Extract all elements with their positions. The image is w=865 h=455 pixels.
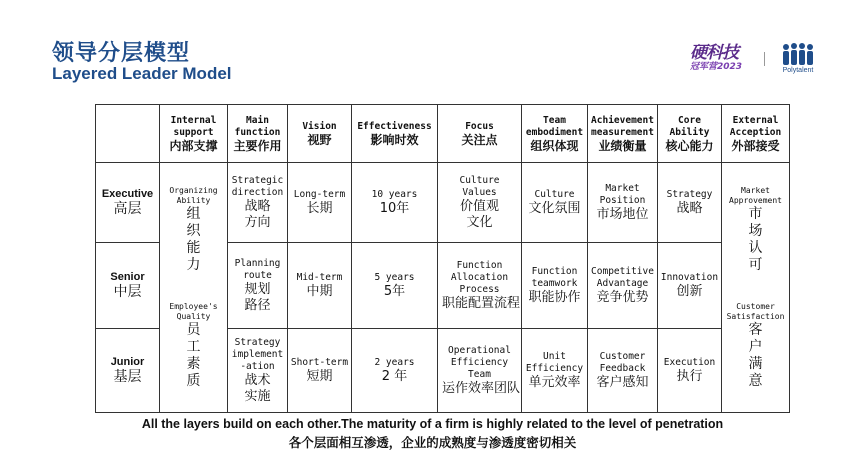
header-focus: Focus 关注点 bbox=[438, 105, 522, 163]
customer-satisfaction: Customer Satisfaction 客户满意 bbox=[726, 301, 785, 389]
cell-focus: Culture Values 价值观文化 bbox=[438, 163, 522, 243]
header-vision: Vision 视野 bbox=[288, 105, 352, 163]
row-label-executive: Executive 高层 bbox=[96, 163, 160, 243]
header-main-function: Main function 主要作用 bbox=[228, 105, 288, 163]
external-acception-cell bbox=[722, 163, 790, 413]
brand-logo bbox=[776, 42, 820, 80]
brand-name: Polytalent bbox=[782, 67, 814, 74]
event-logo-line2: 冠军营2023 bbox=[690, 62, 743, 72]
hard-tech-logo bbox=[690, 44, 752, 78]
cell-vision: Mid-term 中期 bbox=[288, 243, 352, 329]
cell-main-function: Strategy implement -ation 战术实施 bbox=[228, 329, 288, 413]
cell-vision: Long-term 长期 bbox=[288, 163, 352, 243]
cell-achievement: Customer Feedback 客户感知 bbox=[588, 329, 658, 413]
cell-core-ability: Innovation 创新 bbox=[658, 243, 722, 329]
row-label-senior: Senior 中层 bbox=[96, 243, 160, 329]
cell-team: Unit Efficiency 单元效率 bbox=[522, 329, 588, 413]
cell-effectiveness: 2 years 2 年 bbox=[352, 329, 438, 413]
people-group-icon bbox=[780, 42, 816, 66]
header-row bbox=[96, 105, 790, 163]
header-corner bbox=[96, 105, 160, 163]
internal-support-cell bbox=[160, 163, 228, 413]
logo-divider bbox=[764, 52, 765, 66]
cell-effectiveness: 5 years 5年 bbox=[352, 243, 438, 329]
footer-note-cn: 各个层面相互渗透，企业的成熟度与渗透度密切相关 bbox=[288, 435, 577, 450]
market-approvement: Market Approvement 市场认可 bbox=[729, 185, 782, 273]
header-effectiveness: Effectiveness 影响时效 bbox=[352, 105, 438, 163]
cell-core-ability: Strategy 战略 bbox=[658, 163, 722, 243]
employee-quality: Employee's Quality 员工素质 bbox=[169, 301, 218, 389]
leader-model-table bbox=[95, 104, 790, 413]
cell-focus: Operational Efficiency Team 运作效率团队 bbox=[438, 329, 522, 413]
row-label-junior: Junior 基层 bbox=[96, 329, 160, 413]
cell-main-function: Planning route 规划路径 bbox=[228, 243, 288, 329]
header-core-ability: Core Ability 核心能力 bbox=[658, 105, 722, 163]
organizing-ability: Organizing Ability 组织能力 bbox=[169, 185, 218, 273]
table-row-executive bbox=[96, 163, 790, 243]
cell-team: Function teamwork 职能协作 bbox=[522, 243, 588, 329]
cell-focus: Function Allocation Process 职能配置流程 bbox=[438, 243, 522, 329]
page-title-cn: 领导分层模型 bbox=[52, 41, 191, 66]
header-internal-support: Internal support 内部支撑 bbox=[160, 105, 228, 163]
cell-team: Culture 文化氛围 bbox=[522, 163, 588, 243]
cell-vision: Short-term 短期 bbox=[288, 329, 352, 413]
header-team-embodiment: Team embodiment 组织体现 bbox=[522, 105, 588, 163]
event-logo-line1: 硬科技 bbox=[690, 43, 738, 63]
cell-main-function: Strategic direction 战略方向 bbox=[228, 163, 288, 243]
cell-achievement: Market Position 市场地位 bbox=[588, 163, 658, 243]
cell-core-ability: Execution 执行 bbox=[658, 329, 722, 413]
cell-achievement: Competitive Advantage 竞争优势 bbox=[588, 243, 658, 329]
footer-note-en: All the layers build on each other.The maturity of a firm is highly related to the level of penetration bbox=[141, 417, 724, 431]
header-achievement: Achievement measurement 业绩衡量 bbox=[588, 105, 658, 163]
header-external-acception: External Acception 外部接受 bbox=[722, 105, 790, 163]
page-title-en: Layered Leader Model bbox=[52, 64, 232, 83]
cell-effectiveness: 10 years 10年 bbox=[352, 163, 438, 243]
